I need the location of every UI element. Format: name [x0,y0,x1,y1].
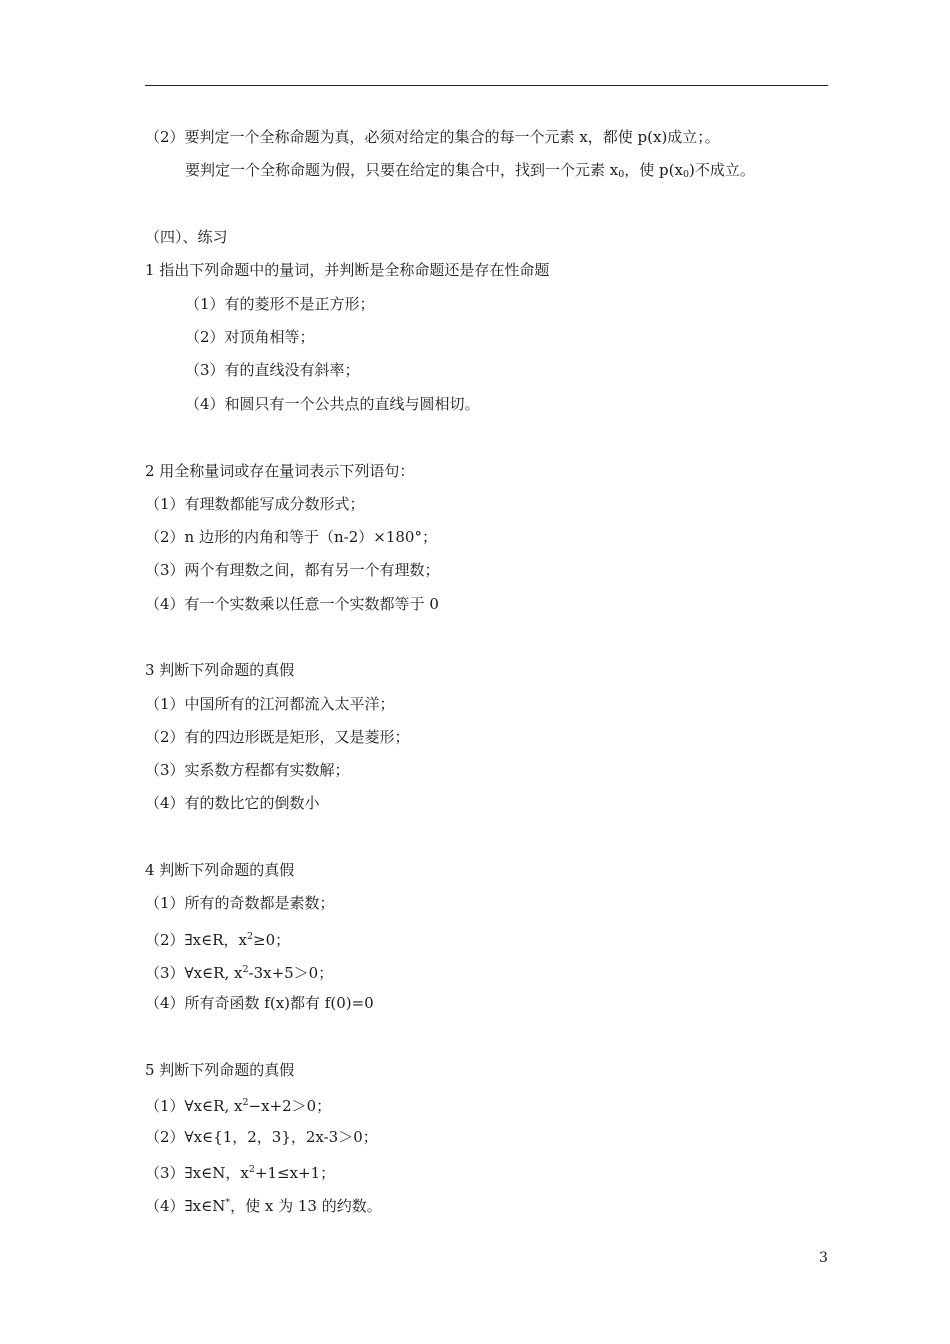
superscript: 2 [242,964,249,975]
question-5-title: 5 判断下列命题的真假 [145,1061,295,1079]
theory-line-2-text: 要判定一个全称命题为假，只要在给定的集合中，找到一个元素 x [185,161,619,179]
page-number: 3 [819,1250,828,1266]
theory-line-1: （2）要判定一个全称命题为真，必须对给定的集合的每一个元素 x，都使 p(x)成立；。 [145,128,720,146]
question-4-item: （1）所有的奇数都是素数； [145,894,335,912]
item-text: ≥0； [253,931,291,949]
question-2-title: 2 用全称量词或存在量词表示下列语句： [145,462,415,480]
question-4-item [145,959,333,984]
question-4-title: 4 判断下列命题的真假 [145,861,295,879]
question-3-item: （2）有的四边形既是矩形，又是菱形； [145,728,410,746]
question-4-item: （4）所有奇函数 f(x)都有 f(0)=0 [145,994,374,1012]
question-4-item [145,926,290,951]
question-3-item: （4）有的数比它的倒数小 [145,794,320,812]
superscript: 2 [247,931,254,942]
item-text: （4）∃x∈N [145,1197,226,1215]
question-3-title: 3 判断下列命题的真假 [145,661,295,679]
question-2-item: （1）有理数都能写成分数形式； [145,495,365,513]
section-title: （四）、练习 [145,228,228,246]
item-text: （3）∀x∈R, x [145,964,243,982]
question-5-item [145,1159,335,1184]
item-text: +1≤x+1； [254,1164,336,1182]
item-text: （2）∃x∈R，x [145,931,247,949]
question-1-item: （3）有的直线没有斜率； [185,361,360,379]
subscript: 0 [618,169,625,180]
question-3-item: （1）中国所有的江河都流入太平洋； [145,695,395,713]
question-5-item: （2）∀x∈{1，2，3}，2x-3＞0； [145,1128,378,1146]
superscript: 2 [242,1097,249,1108]
item-text: （3）∃x∈N，x [145,1164,249,1182]
item-text: −x+2＞0； [248,1097,332,1115]
question-1-item: （2）对顶角相等； [185,328,315,346]
question-1-item: （1）有的菱形不是正方形； [185,295,375,313]
question-3-item: （3）实系数方程都有实数解； [145,761,350,779]
question-2-item: （2）n 边形的内角和等于（n-2）×180°； [145,528,437,546]
item-text: -3x+5＞0； [248,964,334,982]
header-rule [145,85,828,86]
superscript: 2 [248,1164,255,1175]
question-5-item [145,1092,331,1117]
question-5-item [145,1192,382,1217]
question-1-title: 1 指出下列命题中的量词，并判断是全称命题还是存在性命题 [145,261,550,279]
superscript: * [225,1197,231,1208]
item-text: ，使 x 为 13 的约数。 [230,1197,382,1215]
theory-line-2-text: )不成立。 [689,161,755,179]
question-2-item: （3）两个有理数之间，都有另一个有理数； [145,561,440,579]
theory-line-2 [185,159,755,186]
question-2-item: （4）有一个实数乘以任意一个实数都等于 0 [145,595,439,613]
question-1-item: （4）和圆只有一个公共点的直线与圆相切。 [185,395,480,413]
theory-line-2-text: ，使 p(x [624,161,683,179]
subscript: 0 [682,169,690,180]
item-text: （1）∀x∈R, x [145,1097,243,1115]
